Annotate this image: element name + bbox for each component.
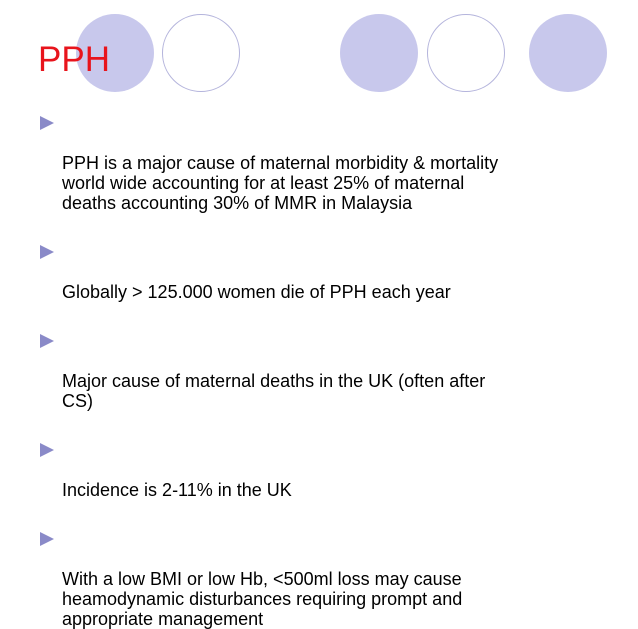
bullet-item [40, 529, 600, 629]
bullet-list [40, 113, 600, 629]
bullet-item [40, 440, 600, 500]
decor-circle-filled-3 [529, 14, 607, 92]
triangle-bullet-icon [40, 443, 54, 457]
slide-title: PPH [38, 40, 110, 79]
bullet-text: Incidence is 2-11% in the UK [62, 480, 292, 500]
triangle-bullet-icon [40, 334, 54, 348]
decor-circle-outline-1 [162, 14, 240, 92]
bullet-text: With a low BMI or low Hb, <500ml loss may cause heamodynamic disturbances requiring prompt and appropriate management [62, 569, 463, 629]
bullet-text: Globally > 125.000 women die of PPH each year [62, 282, 451, 302]
triangle-bullet-icon [40, 532, 54, 546]
bullet-text: PPH is a major cause of maternal morbidity & mortality world wide accounting for at least 25% of maternal deaths accounting 30% of MMR in Malaysia [62, 153, 499, 213]
bullet-text: Major cause of maternal deaths in the UK (often after CS) [62, 371, 486, 411]
triangle-bullet-icon [40, 116, 54, 130]
triangle-bullet-icon [40, 245, 54, 259]
decor-circle-filled-2 [340, 14, 418, 92]
decor-circle-outline-2 [427, 14, 505, 92]
bullet-item [40, 242, 600, 302]
bullet-item [40, 113, 600, 213]
bullet-item [40, 331, 600, 411]
